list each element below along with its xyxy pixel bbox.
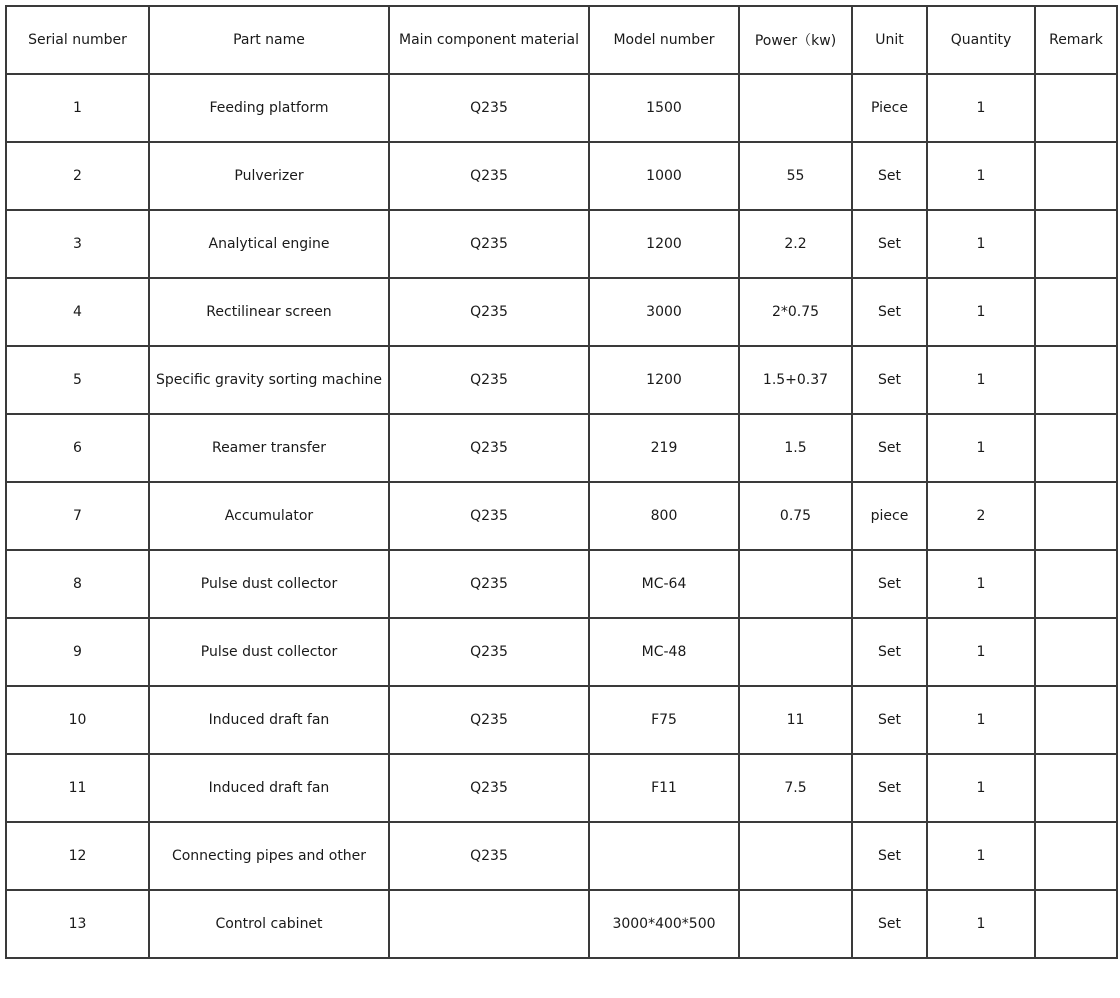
cell-remark	[1035, 550, 1117, 618]
cell-model-number: 1200	[589, 210, 739, 278]
cell-unit: Piece	[852, 74, 927, 142]
cell-serial-number: 13	[6, 890, 149, 958]
cell-power	[739, 550, 852, 618]
cell-unit: Set	[852, 890, 927, 958]
cell-remark	[1035, 210, 1117, 278]
table-row	[6, 278, 1117, 346]
table-row	[6, 74, 1117, 142]
cell-material: Q235	[389, 142, 589, 210]
table-header	[6, 6, 1117, 74]
table-row	[6, 414, 1117, 482]
cell-unit: piece	[852, 482, 927, 550]
cell-model-number: 219	[589, 414, 739, 482]
cell-unit: Set	[852, 754, 927, 822]
cell-part-name: Induced draft fan	[149, 686, 389, 754]
cell-remark	[1035, 890, 1117, 958]
cell-serial-number: 7	[6, 482, 149, 550]
cell-power	[739, 618, 852, 686]
cell-remark	[1035, 346, 1117, 414]
cell-part-name: Reamer transfer	[149, 414, 389, 482]
table-row	[6, 754, 1117, 822]
cell-model-number	[589, 822, 739, 890]
cell-power: 2*0.75	[739, 278, 852, 346]
cell-remark	[1035, 754, 1117, 822]
table-row	[6, 822, 1117, 890]
cell-material: Q235	[389, 278, 589, 346]
cell-quantity: 1	[927, 822, 1035, 890]
cell-serial-number: 2	[6, 142, 149, 210]
cell-power	[739, 890, 852, 958]
cell-unit: Set	[852, 142, 927, 210]
cell-serial-number: 1	[6, 74, 149, 142]
cell-material: Q235	[389, 482, 589, 550]
parts-table	[5, 5, 1118, 959]
cell-remark	[1035, 414, 1117, 482]
cell-quantity: 1	[927, 618, 1035, 686]
cell-model-number: 1200	[589, 346, 739, 414]
cell-model-number: MC-64	[589, 550, 739, 618]
cell-power: 11	[739, 686, 852, 754]
cell-serial-number: 9	[6, 618, 149, 686]
cell-part-name: Pulse dust collector	[149, 618, 389, 686]
cell-serial-number: 4	[6, 278, 149, 346]
cell-unit: Set	[852, 210, 927, 278]
cell-quantity: 1	[927, 890, 1035, 958]
header-power: Power（kw)	[739, 6, 852, 74]
cell-unit: Set	[852, 414, 927, 482]
cell-part-name: Rectilinear screen	[149, 278, 389, 346]
cell-material	[389, 890, 589, 958]
cell-remark	[1035, 278, 1117, 346]
cell-quantity: 2	[927, 482, 1035, 550]
cell-quantity: 1	[927, 686, 1035, 754]
table-row	[6, 550, 1117, 618]
cell-unit: Set	[852, 550, 927, 618]
cell-model-number: 3000	[589, 278, 739, 346]
cell-quantity: 1	[927, 278, 1035, 346]
cell-quantity: 1	[927, 550, 1035, 618]
header-unit: Unit	[852, 6, 927, 74]
cell-model-number: F75	[589, 686, 739, 754]
cell-model-number: 1000	[589, 142, 739, 210]
header-main-component-material: Main component material	[389, 6, 589, 74]
cell-serial-number: 12	[6, 822, 149, 890]
cell-power: 0.75	[739, 482, 852, 550]
cell-remark	[1035, 142, 1117, 210]
cell-model-number: MC-48	[589, 618, 739, 686]
cell-unit: Set	[852, 822, 927, 890]
cell-quantity: 1	[927, 142, 1035, 210]
cell-remark	[1035, 822, 1117, 890]
cell-quantity: 1	[927, 210, 1035, 278]
cell-part-name: Specific gravity sorting machine	[149, 346, 389, 414]
cell-quantity: 1	[927, 414, 1035, 482]
cell-power: 2.2	[739, 210, 852, 278]
cell-serial-number: 11	[6, 754, 149, 822]
cell-remark	[1035, 482, 1117, 550]
cell-remark	[1035, 686, 1117, 754]
header-model-number: Model number	[589, 6, 739, 74]
header-remark: Remark	[1035, 6, 1117, 74]
cell-remark	[1035, 618, 1117, 686]
cell-power: 1.5	[739, 414, 852, 482]
cell-unit: Set	[852, 618, 927, 686]
cell-material: Q235	[389, 618, 589, 686]
cell-part-name: Pulverizer	[149, 142, 389, 210]
cell-power: 7.5	[739, 754, 852, 822]
cell-part-name: Analytical engine	[149, 210, 389, 278]
cell-material: Q235	[389, 210, 589, 278]
cell-power: 55	[739, 142, 852, 210]
cell-model-number: 1500	[589, 74, 739, 142]
cell-unit: Set	[852, 278, 927, 346]
cell-unit: Set	[852, 346, 927, 414]
cell-part-name: Control cabinet	[149, 890, 389, 958]
cell-quantity: 1	[927, 754, 1035, 822]
table-row	[6, 686, 1117, 754]
cell-material: Q235	[389, 686, 589, 754]
cell-model-number: 3000*400*500	[589, 890, 739, 958]
table-row	[6, 210, 1117, 278]
cell-quantity: 1	[927, 74, 1035, 142]
cell-part-name: Feeding platform	[149, 74, 389, 142]
cell-part-name: Induced draft fan	[149, 754, 389, 822]
header-quantity: Quantity	[927, 6, 1035, 74]
cell-material: Q235	[389, 414, 589, 482]
cell-part-name: Accumulator	[149, 482, 389, 550]
cell-material: Q235	[389, 822, 589, 890]
cell-power: 1.5+0.37	[739, 346, 852, 414]
cell-material: Q235	[389, 346, 589, 414]
table-body	[6, 74, 1117, 958]
cell-serial-number: 6	[6, 414, 149, 482]
cell-serial-number: 3	[6, 210, 149, 278]
cell-model-number: 800	[589, 482, 739, 550]
cell-power	[739, 822, 852, 890]
cell-material: Q235	[389, 74, 589, 142]
cell-unit: Set	[852, 686, 927, 754]
cell-material: Q235	[389, 550, 589, 618]
cell-power	[739, 74, 852, 142]
table-row	[6, 346, 1117, 414]
table-row	[6, 618, 1117, 686]
header-serial-number: Serial number	[6, 6, 149, 74]
cell-serial-number: 10	[6, 686, 149, 754]
cell-part-name: Pulse dust collector	[149, 550, 389, 618]
cell-serial-number: 8	[6, 550, 149, 618]
cell-part-name: Connecting pipes and other	[149, 822, 389, 890]
cell-model-number: F11	[589, 754, 739, 822]
table-row	[6, 890, 1117, 958]
cell-remark	[1035, 74, 1117, 142]
table-row	[6, 482, 1117, 550]
header-part-name: Part name	[149, 6, 389, 74]
cell-serial-number: 5	[6, 346, 149, 414]
table-row	[6, 142, 1117, 210]
cell-quantity: 1	[927, 346, 1035, 414]
header-row	[6, 6, 1117, 74]
cell-material: Q235	[389, 754, 589, 822]
